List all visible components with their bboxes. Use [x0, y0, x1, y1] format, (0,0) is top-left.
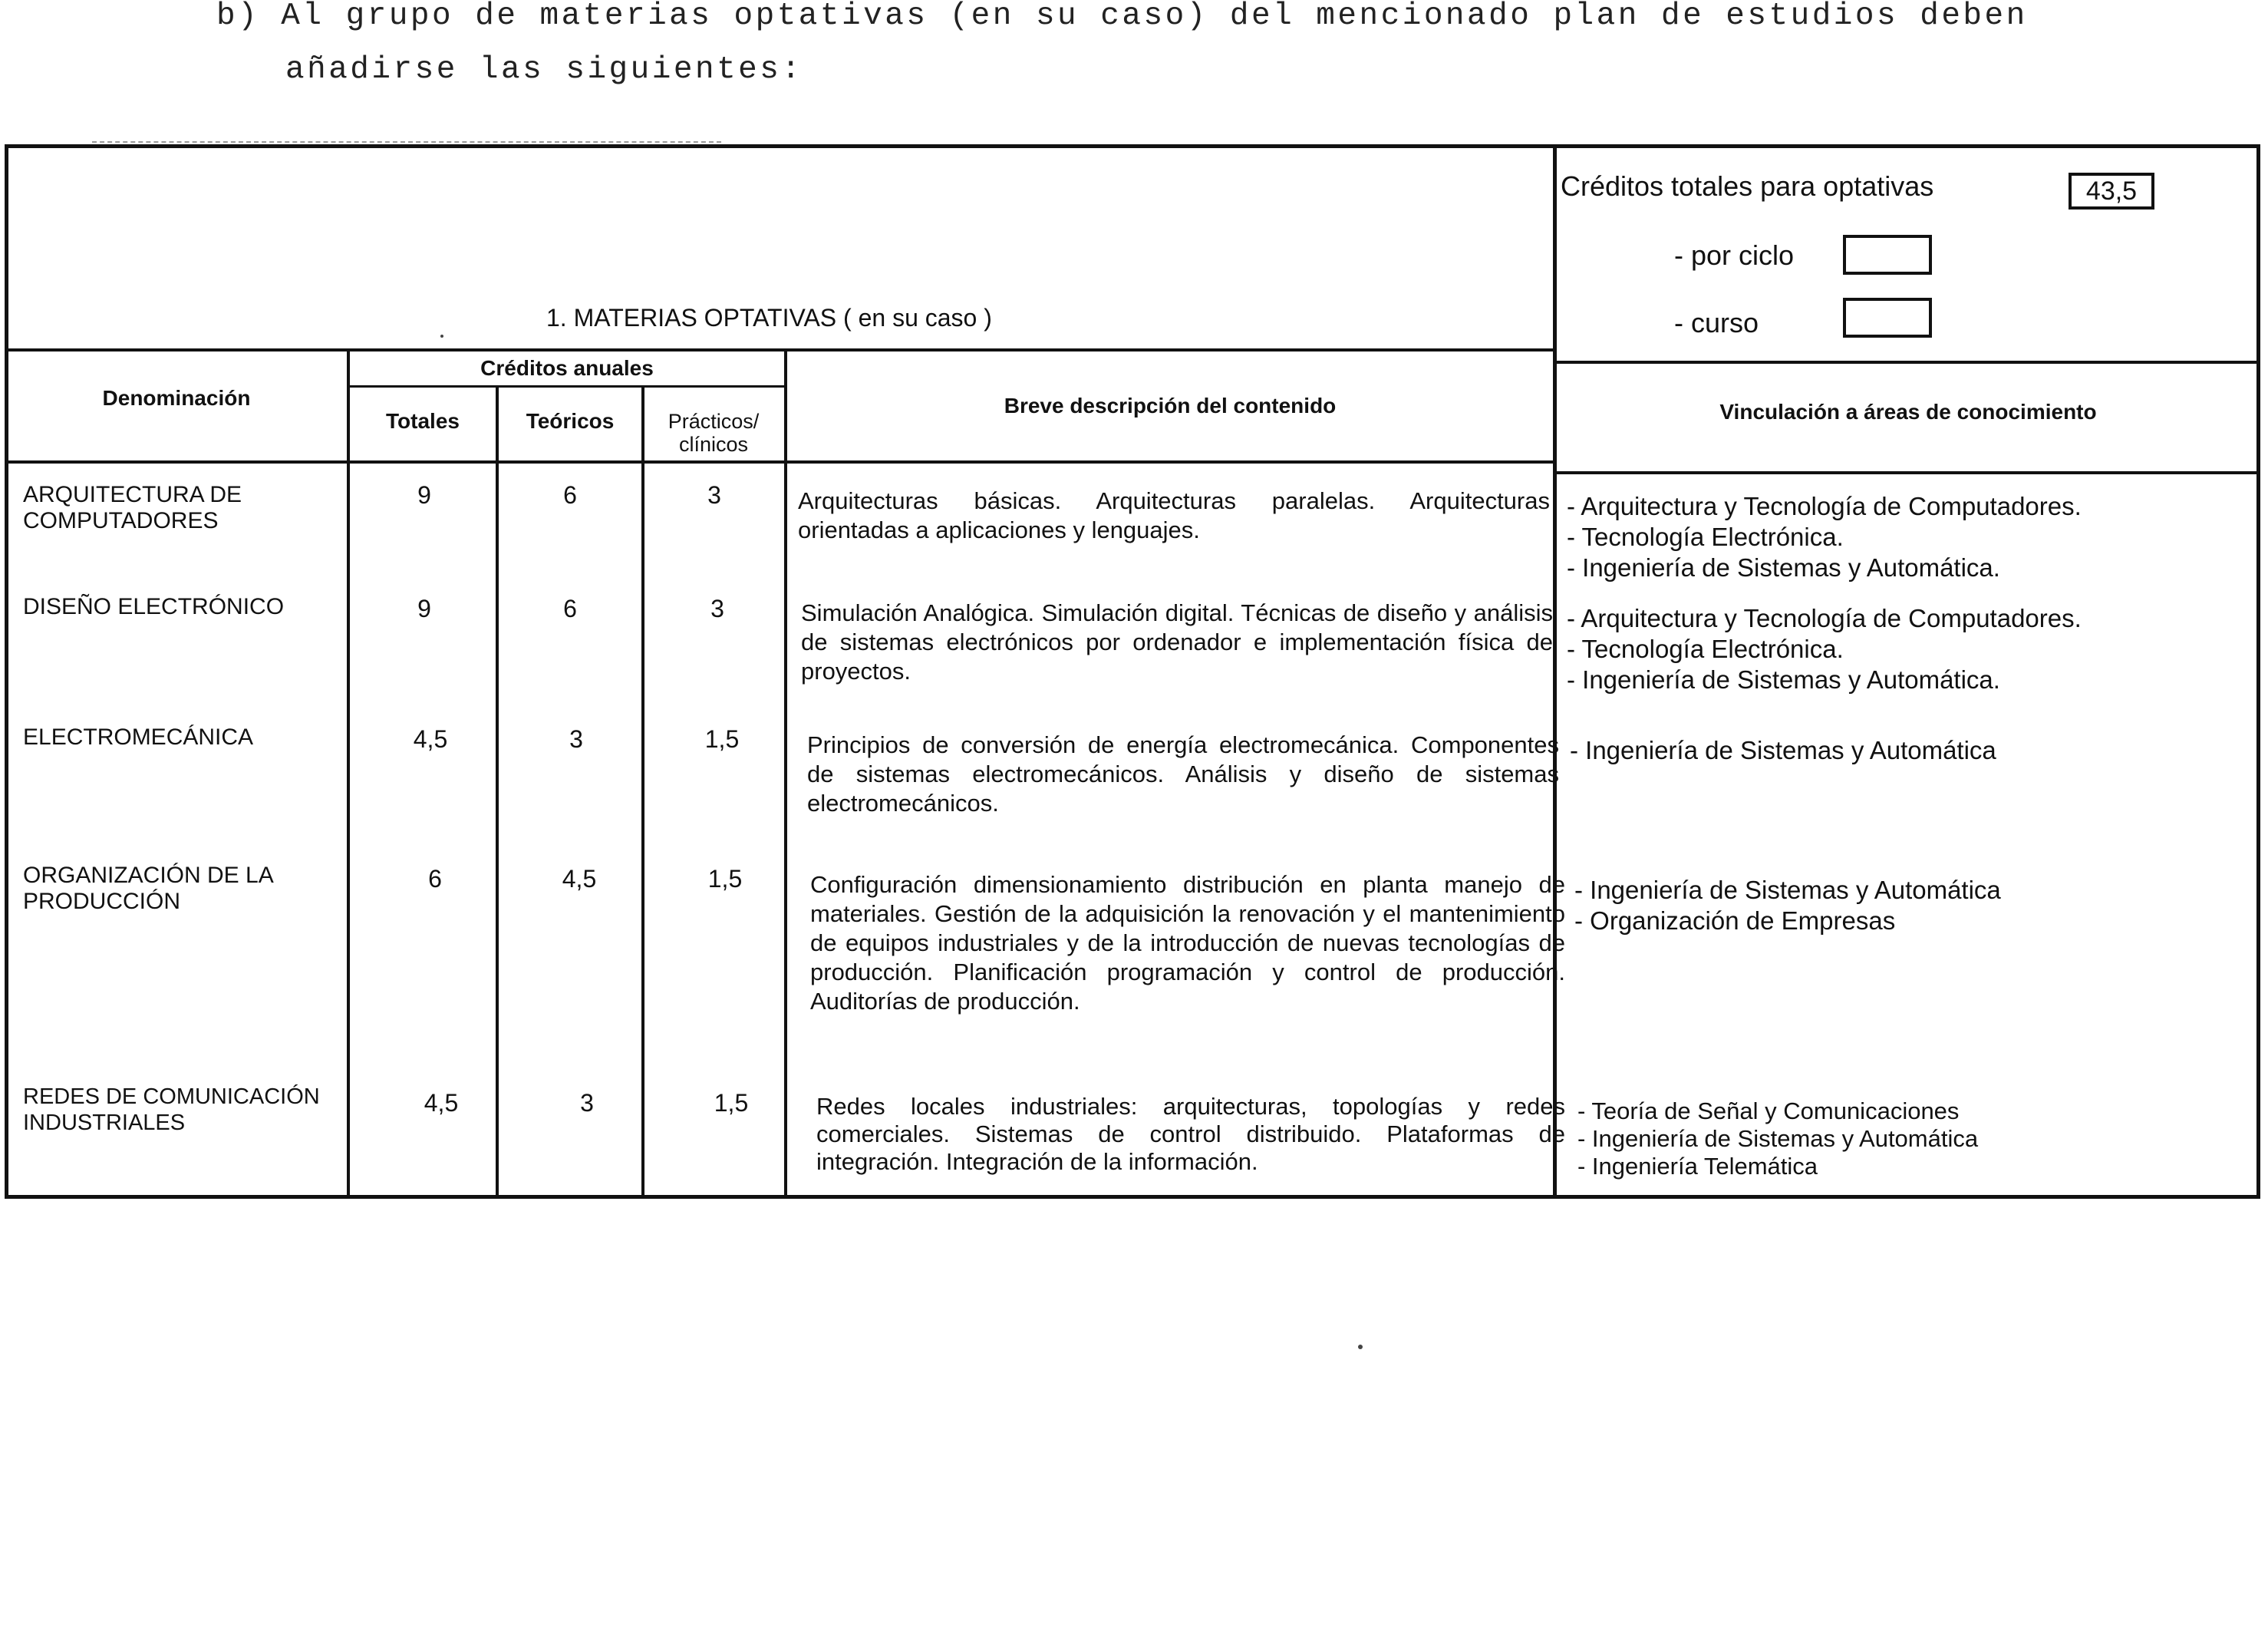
total-credits-label: Créditos totales para optativas	[1561, 170, 1934, 202]
row-1-totals: 9	[417, 481, 431, 509]
row-1-area-1: - Arquitectura y Tecnología de Computadores.	[1567, 492, 2082, 520]
row-4-totals: 6	[428, 865, 442, 893]
row-3-area-1: - Ingeniería de Sistemas y Automática	[1570, 736, 1996, 764]
row-1-practical: 3	[707, 481, 721, 509]
header-theoretical: Teóricos	[526, 409, 615, 433]
row-4-description: Configuración dimensionamiento distribución en planta manejo de materiales. Gestión de la adquisición la renovación y el mantenimiento de equipos industriales y de la introducción de nuevas tecnologías de producción. Planificación programación y control de producción. Auditorías de producción.	[810, 871, 1565, 1015]
row-1-area-3: - Ingeniería de Sistemas y Automática.	[1567, 553, 2000, 582]
title-divider-left	[6, 348, 1556, 351]
header-areas: Vinculación a áreas de conocimiento	[1719, 400, 2097, 424]
row-4-areas	[1574, 875, 2188, 936]
row-2-area-1: - Arquitectura y Tecnología de Computadores.	[1567, 604, 2082, 632]
intro-line-1: b) Al grupo de materias optativas (en su caso) del mencionado plan de estudios deben	[216, 0, 2028, 34]
row-2-totals: 9	[417, 595, 431, 622]
row-5-description: Redes locales industriales: arquitecturas, topologías y redes comerciales. Sistemas de control distribuido. Plataformas de integración. Integración de la información.	[816, 1093, 1565, 1175]
row-3-description: Principios de conversión de energía electromecánica. Componentes de sistemas electromecánicos. Análisis y diseño de sistemas electromecánicos.	[807, 731, 1559, 817]
row-4-theoretical: 4,5	[562, 865, 597, 893]
header-totals: Totales	[386, 409, 460, 433]
header-divider-left	[6, 460, 1556, 464]
row-3-totals: 4,5	[413, 725, 448, 753]
row-4-area-2: - Organización de Empresas	[1574, 906, 1896, 935]
header-practical: Prácticos/ clínicos	[668, 410, 760, 456]
row-4-area-1: - Ingeniería de Sistemas y Automática	[1574, 876, 2001, 904]
credits-group-divider	[348, 385, 786, 388]
section-title: 1. MATERIAS OPTATIVAS ( en su caso )	[546, 304, 992, 332]
col-divider-name	[347, 350, 350, 1197]
row-2-theoretical: 6	[563, 595, 577, 622]
scan-speck	[1358, 1345, 1363, 1349]
scan-speck	[440, 335, 443, 338]
row-3-practical: 1,5	[704, 725, 740, 753]
col-divider-areas	[1553, 146, 1557, 1197]
intro-line-2: añadirse las siguientes:	[285, 52, 803, 87]
title-divider-right	[1556, 361, 2260, 364]
col-divider-totals	[496, 385, 499, 1197]
row-4-practical: 1,5	[707, 865, 743, 893]
scan-artifact-line	[92, 141, 721, 143]
row-1-theoretical: 6	[563, 481, 577, 509]
row-1-area-2: - Tecnología Electrónica.	[1567, 523, 1844, 551]
row-2-practical: 3	[710, 595, 724, 622]
col-divider-theoretical	[641, 385, 644, 1197]
total-credits-box: 43,5	[2069, 173, 2154, 210]
row-5-area-2: - Ingeniería de Sistemas y Automática	[1577, 1125, 1979, 1152]
row-5-areas	[1577, 1097, 2191, 1180]
row-2-area-2: - Tecnología Electrónica.	[1567, 635, 1844, 663]
row-5-totals: 4,5	[424, 1089, 459, 1117]
row-5-name: REDES DE COMUNICACIÓN INDUSTRIALES	[23, 1084, 320, 1135]
per-course-box	[1843, 298, 1932, 338]
row-2-description: Simulación Analógica. Simulación digital. Técnicas de diseño y análisis de sistemas electrónicos por ordenador e implementación física de proyectos.	[801, 599, 1553, 685]
row-4-name: ORGANIZACIÓN DE LA PRODUCCIÓN	[23, 863, 273, 914]
row-2-areas	[1567, 603, 2181, 695]
row-5-practical: 1,5	[714, 1089, 749, 1117]
per-cycle-label: - por ciclo	[1674, 239, 1795, 271]
row-5-area-1: - Teoría de Señal y Comunicaciones	[1577, 1097, 1960, 1124]
row-1-name: ARQUITECTURA DE COMPUTADORES	[23, 482, 242, 533]
header-name: Denominación	[102, 386, 251, 410]
row-3-name: ELECTROMECÁNICA	[23, 724, 254, 750]
row-1-areas	[1567, 491, 2181, 583]
row-5-theoretical: 3	[580, 1089, 594, 1117]
col-divider-practical	[784, 350, 787, 1197]
per-course-label: - curso	[1674, 307, 1759, 338]
per-cycle-box	[1843, 235, 1932, 275]
row-2-area-3: - Ingeniería de Sistemas y Automática.	[1567, 665, 2000, 694]
row-2-name: DISEÑO ELECTRÓNICO	[23, 594, 285, 619]
header-annual-credits: Créditos anuales	[480, 356, 654, 380]
row-3-theoretical: 3	[569, 725, 583, 753]
row-3-areas	[1570, 735, 2184, 766]
header-description: Breve descripción del contenido	[1004, 394, 1337, 418]
header-divider-right	[1556, 471, 2260, 474]
row-5-area-3: - Ingeniería Telemática	[1577, 1153, 1818, 1180]
row-1-description: Arquitecturas básicas. Arquitecturas paralelas. Arquitecturas orientadas a aplicaciones y lenguajes.	[798, 487, 1550, 543]
